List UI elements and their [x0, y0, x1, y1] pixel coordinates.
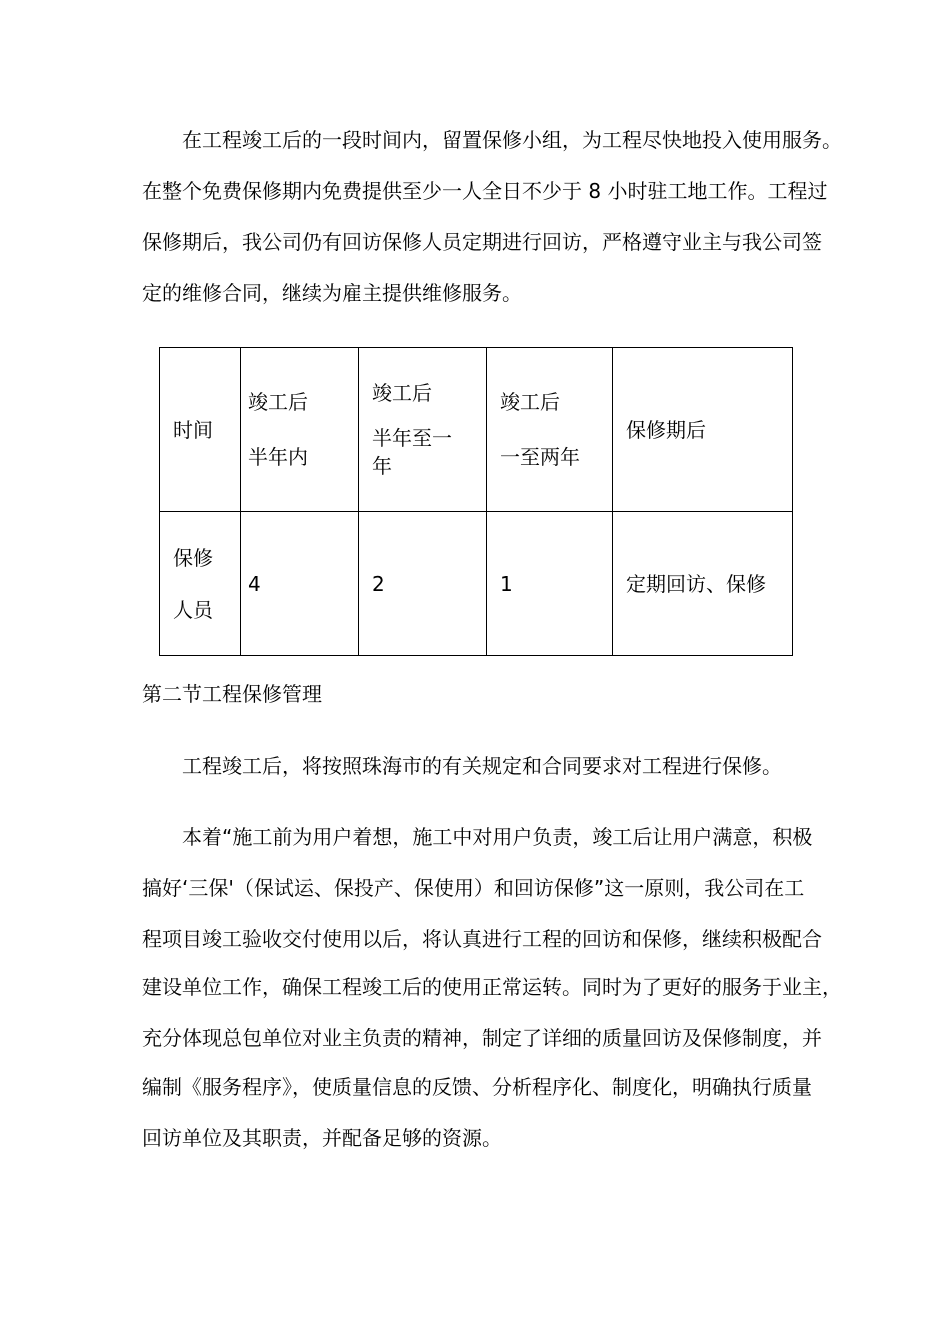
header-half-to-one-line-3: 年: [372, 454, 392, 478]
row-after-warranty-value: 定期回访、保修: [626, 571, 766, 596]
section-para-2-line-1: 本着“施工前为用户着想，施工中对用户负责，竣工后让用户满意，积极: [182, 825, 813, 849]
section-para-2-line-6: 编制《服务程序》，使质量信息的反馈、分析程序化、制度化，明确执行质量: [142, 1075, 812, 1099]
maintenance-staff-table: [159, 347, 793, 656]
section-title: 第二节工程保修管理: [142, 682, 322, 706]
table-header-row: [160, 348, 793, 512]
header-cell-time: [160, 348, 241, 512]
table-row: [160, 512, 793, 656]
row-cell-half-to-one-year: [359, 512, 487, 656]
intro-line-4: 定的维修合同，继续为雇主提供维修服务。: [142, 281, 522, 305]
row-cell-one-to-two-years: [487, 512, 613, 656]
intro-line-2: 在整个免费保修期内免费提供至少一人全日不少于 8 小时驻工地工作。工程过: [142, 179, 828, 203]
header-cell-half-year: [241, 348, 359, 512]
header-cell-half-to-one-year: [359, 348, 487, 512]
row-staff-line-2: 人员: [173, 597, 213, 622]
row-cell-half-year: [241, 512, 359, 656]
header-one-to-two-line-2: 一至两年: [500, 445, 580, 469]
section-para-2-line-2: 搞好‘三保'（保试运、保投产、保使用）和回访保修”这一原则，我公司在工: [142, 876, 805, 900]
section-para-1: 工程竣工后，将按照珠海市的有关规定和合同要求对工程进行保修。: [182, 754, 782, 778]
header-after-warranty-label: 保修期后: [626, 417, 706, 442]
intro-line-1: 在工程竣工后的一段时间内，留置保修小组，为工程尽快地投入使用服务。: [182, 128, 842, 152]
header-half-year-line-1: 竣工后: [248, 390, 308, 414]
section-para-2-line-7: 回访单位及其职责，并配备足够的资源。: [142, 1126, 502, 1150]
row-cell-after-warranty: [613, 512, 793, 656]
header-cell-after-warranty: [613, 348, 793, 512]
header-half-to-one-line-2: 半年至一: [372, 426, 452, 450]
header-cell-one-to-two-years: [487, 348, 613, 512]
row-cell-staff: [160, 512, 241, 656]
row-staff-line-1: 保修: [173, 545, 213, 570]
section-para-2-line-5: 充分体现总包单位对业主负责的精神，制定了详细的质量回访及保修制度，并: [142, 1026, 822, 1050]
row-half-to-one-value: 2: [372, 571, 385, 596]
header-half-year-line-2: 半年内: [248, 445, 308, 469]
row-one-to-two-value: 1: [500, 571, 513, 596]
header-one-to-two-line-1: 竣工后: [500, 390, 560, 414]
row-half-year-value: 4: [248, 571, 261, 596]
intro-line-3: 保修期后，我公司仍有回访保修人员定期进行回访，严格遵守业主与我公司签: [142, 230, 822, 254]
section-para-2-line-4: 建设单位工作，确保工程竣工后的使用正常运转。同时为了更好的服务于业主，: [142, 975, 842, 999]
header-half-to-one-line-1: 竣工后: [372, 381, 432, 405]
header-time-label: 时间: [173, 417, 213, 442]
section-para-2-line-3: 程项目竣工验收交付使用以后，将认真进行工程的回访和保修，继续积极配合: [142, 927, 822, 951]
